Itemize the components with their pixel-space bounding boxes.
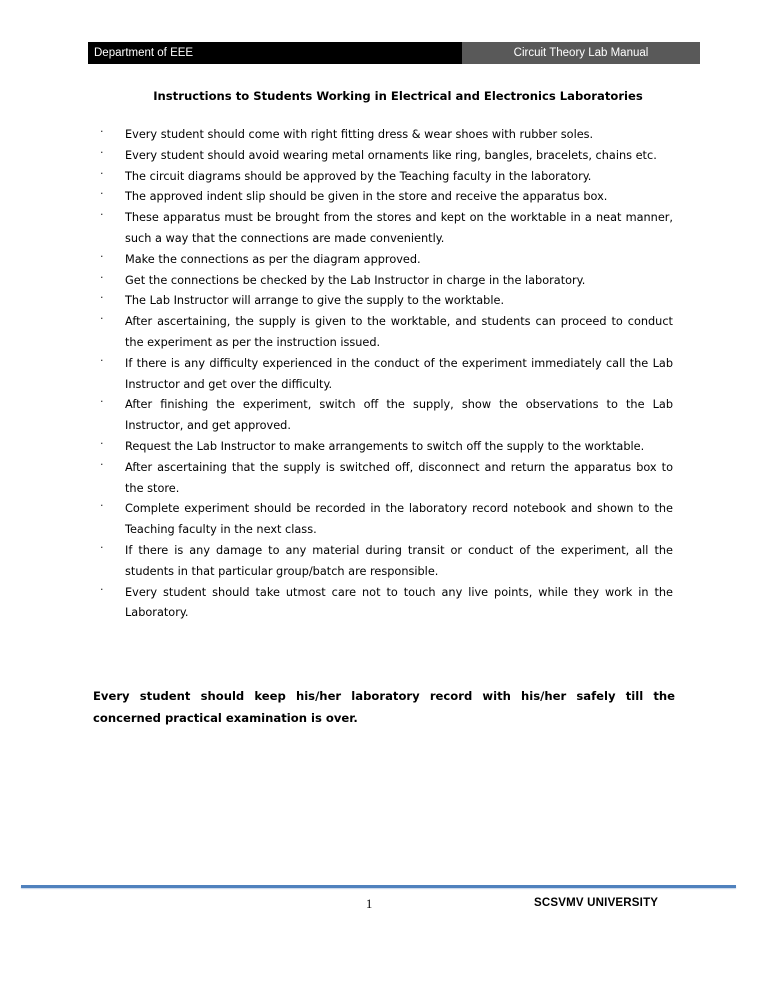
- instruction-text: Get the connections be checked by the Lab Instructor in charge in the laboratory.: [125, 273, 586, 287]
- instruction-item: [0, 208, 673, 250]
- instruction-text: The approved indent slip should be given in the store and receive the apparatus box.: [125, 190, 608, 204]
- bullet-icon: ·: [100, 187, 104, 201]
- bullet-icon: ·: [100, 395, 104, 409]
- bullet-icon: ·: [100, 166, 104, 180]
- bullet-icon: ·: [100, 436, 104, 450]
- instruction-item: [0, 395, 673, 437]
- bullet-icon: ·: [100, 291, 104, 305]
- page-header: [88, 42, 700, 64]
- bullet-icon: ·: [100, 125, 104, 138]
- instruction-text: These apparatus must be brought from the stores and kept on the worktable in a neat manner, such a way that the connections are made conveniently.: [125, 211, 673, 245]
- instruction-text: After ascertaining, the supply is given to the worktable, and students can proceed to conduct the experiment as per the instruction issued.: [125, 315, 673, 349]
- instruction-text: Every student should come with right fitting dress & wear shoes with rubber soles.: [125, 128, 594, 141]
- header-manual-title: [462, 42, 700, 64]
- header-department: [88, 42, 462, 64]
- instruction-text: If there is any damage to any material during transit or conduct of the experiment, all the students in that particular group/batch are responsible.: [125, 543, 673, 578]
- instruction-text: The Lab Instructor will arrange to give the supply to the worktable.: [125, 294, 505, 308]
- instruction-text: Make the connections as per the diagram approved.: [125, 252, 421, 266]
- bullet-icon: ·: [100, 457, 104, 471]
- instruction-text: The circuit diagrams should be approved by the Teaching faculty in the laboratory.: [125, 169, 592, 183]
- bullet-icon: ·: [100, 540, 104, 554]
- instruction-item: [0, 354, 673, 396]
- instruction-text: Request the Lab Instructor to make arrangements to switch off the supply to the worktable.: [125, 439, 645, 453]
- footer-university: SCSVMV UNIVERSITY: [534, 897, 659, 909]
- instruction-text: Every student should take utmost care not to touch any live points, while they work in the Laboratory.: [125, 585, 673, 620]
- bullet-icon: ·: [100, 353, 104, 367]
- instruction-list: [0, 125, 768, 624]
- instruction-item: [0, 458, 673, 500]
- instruction-text: Every student should avoid wearing metal ornaments like ring, bangles, bracelets, chains etc.: [125, 148, 657, 162]
- instruction-item: [0, 499, 673, 541]
- bullet-icon: ·: [100, 312, 104, 326]
- bullet-icon: ·: [100, 499, 104, 513]
- instruction-text: After finishing the experiment, switch off the supply, show the observations to the Lab Instructor, and get approved.: [125, 398, 673, 433]
- header-manual-title-text: Circuit Theory Lab Manual: [513, 47, 649, 59]
- page-number: 1: [366, 897, 373, 911]
- bullet-icon: ·: [100, 582, 104, 596]
- instruction-item: [0, 583, 673, 625]
- document-title: Instructions to Students Working in Electrical and Electronics Laboratories: [153, 89, 643, 103]
- instruction-text: After ascertaining that the supply is switched off, disconnect and return the apparatus box to the store.: [125, 460, 673, 495]
- footer-divider: [21, 885, 736, 888]
- instruction-text: If there is any difficulty experienced in the conduct of the experiment immediately call the Lab Instructor and get over the difficulty.: [125, 356, 673, 391]
- instruction-item: [0, 312, 673, 354]
- instruction-item: [0, 541, 673, 583]
- header-department-text: Department of EEE: [94, 47, 194, 59]
- instruction-text: Complete experiment should be recorded in the laboratory record notebook and shown to the Teaching faculty in the next class.: [125, 502, 673, 537]
- bullet-icon: ·: [100, 208, 104, 222]
- closing-note: Every student should keep his/her laboratory record with his/her safely till the concerned practical examination is over.: [93, 689, 675, 725]
- bullet-icon: ·: [100, 145, 104, 159]
- bullet-icon: ·: [100, 270, 104, 284]
- bullet-icon: ·: [100, 249, 104, 263]
